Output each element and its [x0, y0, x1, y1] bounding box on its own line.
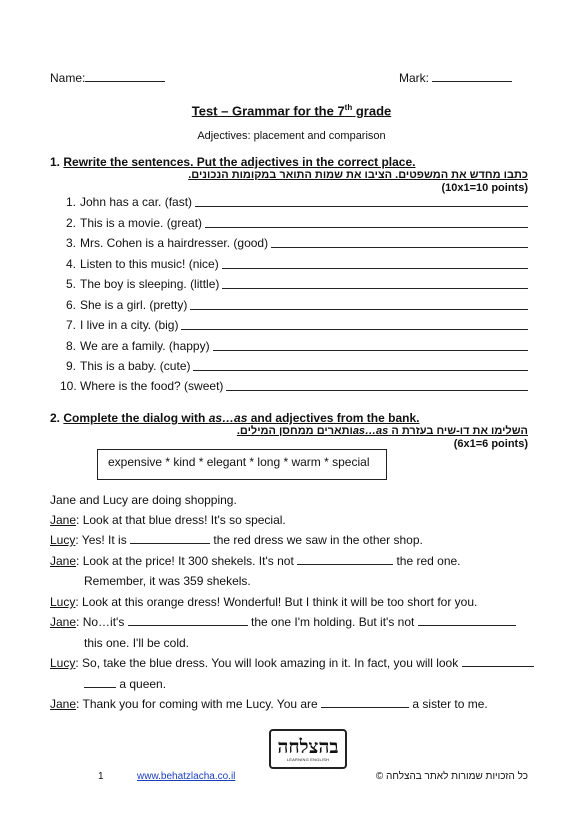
answer-blank[interactable] [462, 656, 534, 667]
mark-label-text: Mark: [399, 71, 429, 85]
name-label [50, 70, 165, 85]
dialog-line: Jane: No…it's the one I'm holding. But it's not [50, 615, 516, 629]
dialog-line: Jane: Look at the price! It 300 shekels. It's not the red one. [50, 554, 461, 568]
name-blank[interactable] [85, 70, 165, 82]
section2-hebrew: ותארים ממחסן המילים.as…as השלימו את דו-שיח בעזרת ה [236, 425, 528, 437]
page-subtitle: Adjectives: placement and comparison [197, 130, 386, 142]
name-label-text: Name: [50, 71, 86, 85]
answer-line[interactable] [190, 308, 528, 310]
dialog-line: Lucy: Yes! It is the red dress we saw in the other shop. [50, 533, 423, 547]
answer-line[interactable] [213, 349, 528, 351]
answer-blank[interactable] [418, 615, 516, 626]
section2-instruction: 2. Complete the dialog with as…as and adjectives from the bank. [50, 411, 420, 425]
dialog-line: this one. I'll be cold. [84, 636, 190, 650]
section1-instruction: 1. Rewrite the sentences. Put the adjectives in the correct place. [50, 155, 416, 169]
list-item: 5. The boy is sleeping. (little) [60, 277, 528, 291]
answer-line[interactable] [181, 328, 528, 330]
list-item: 8. We are a family. (happy) [60, 339, 528, 353]
dialog-line: Lucy: Look at this orange dress! Wonderful! But I think it will be too short for you. [50, 595, 478, 609]
list-item: 10. Where is the food? (sweet) [60, 379, 528, 393]
answer-line[interactable] [222, 267, 528, 269]
list-item: 3. Mrs. Cohen is a hairdresser. (good) [60, 236, 528, 250]
page-number: 1 [98, 771, 104, 782]
word-bank [97, 449, 387, 480]
dialog-line: Lucy: So, take the blue dress. You will look amazing in it. In fact, you will look [50, 656, 534, 670]
list-item: 6. She is a girl. (pretty) [60, 298, 528, 312]
answer-line[interactable] [226, 389, 528, 391]
dialog-line: a queen. [84, 677, 166, 691]
section2-points: (6x1=6 points) [453, 438, 528, 450]
mark-label [399, 70, 512, 85]
word-bank-text: expensive * kind * elegant * long * warm * special [108, 455, 370, 469]
site-logo: בהצלחה LEARNING ENGLISH [269, 729, 347, 769]
dialog-line: Jane: Look at that blue dress! It's so special. [50, 513, 286, 527]
answer-line[interactable] [271, 246, 528, 248]
answer-blank[interactable] [128, 615, 248, 626]
section1-hebrew: כתבו מחדש את המשפטים. הציבו את שמות התואר במקומות הנכונים. [188, 169, 528, 181]
answer-blank[interactable] [130, 533, 210, 544]
dialog-intro: Jane and Lucy are doing shopping. [50, 493, 237, 507]
list-item: 7. I live in a city. (big) [60, 318, 528, 332]
dialog-line: Jane: Thank you for coming with me Lucy. You are a sister to me. [50, 697, 488, 711]
answer-blank[interactable] [321, 697, 409, 708]
copyright-text: כל הזכויות שמורות לאתר בהצלחה © [375, 771, 528, 782]
answer-line[interactable] [222, 287, 528, 289]
mark-blank[interactable] [432, 70, 512, 82]
answer-line[interactable] [205, 226, 528, 228]
dialog-line: Remember, it was 359 shekels. [84, 574, 251, 588]
page-title: Test – Grammar for the 7th grade [191, 103, 392, 119]
answer-blank[interactable] [84, 677, 116, 688]
list-item: 4. Listen to this music! (nice) [60, 257, 528, 271]
list-item: 9. This is a baby. (cute) [60, 359, 528, 373]
site-link[interactable]: www.behatzlacha.co.il [137, 771, 236, 782]
answer-line[interactable] [195, 205, 528, 207]
list-item: 2. This is a movie. (great) [60, 216, 528, 230]
answer-blank[interactable] [297, 554, 393, 565]
answer-line[interactable] [193, 369, 528, 371]
list-item: 1. John has a car. (fast) [60, 195, 528, 209]
section1-points: (10x1=10 points) [441, 182, 528, 194]
